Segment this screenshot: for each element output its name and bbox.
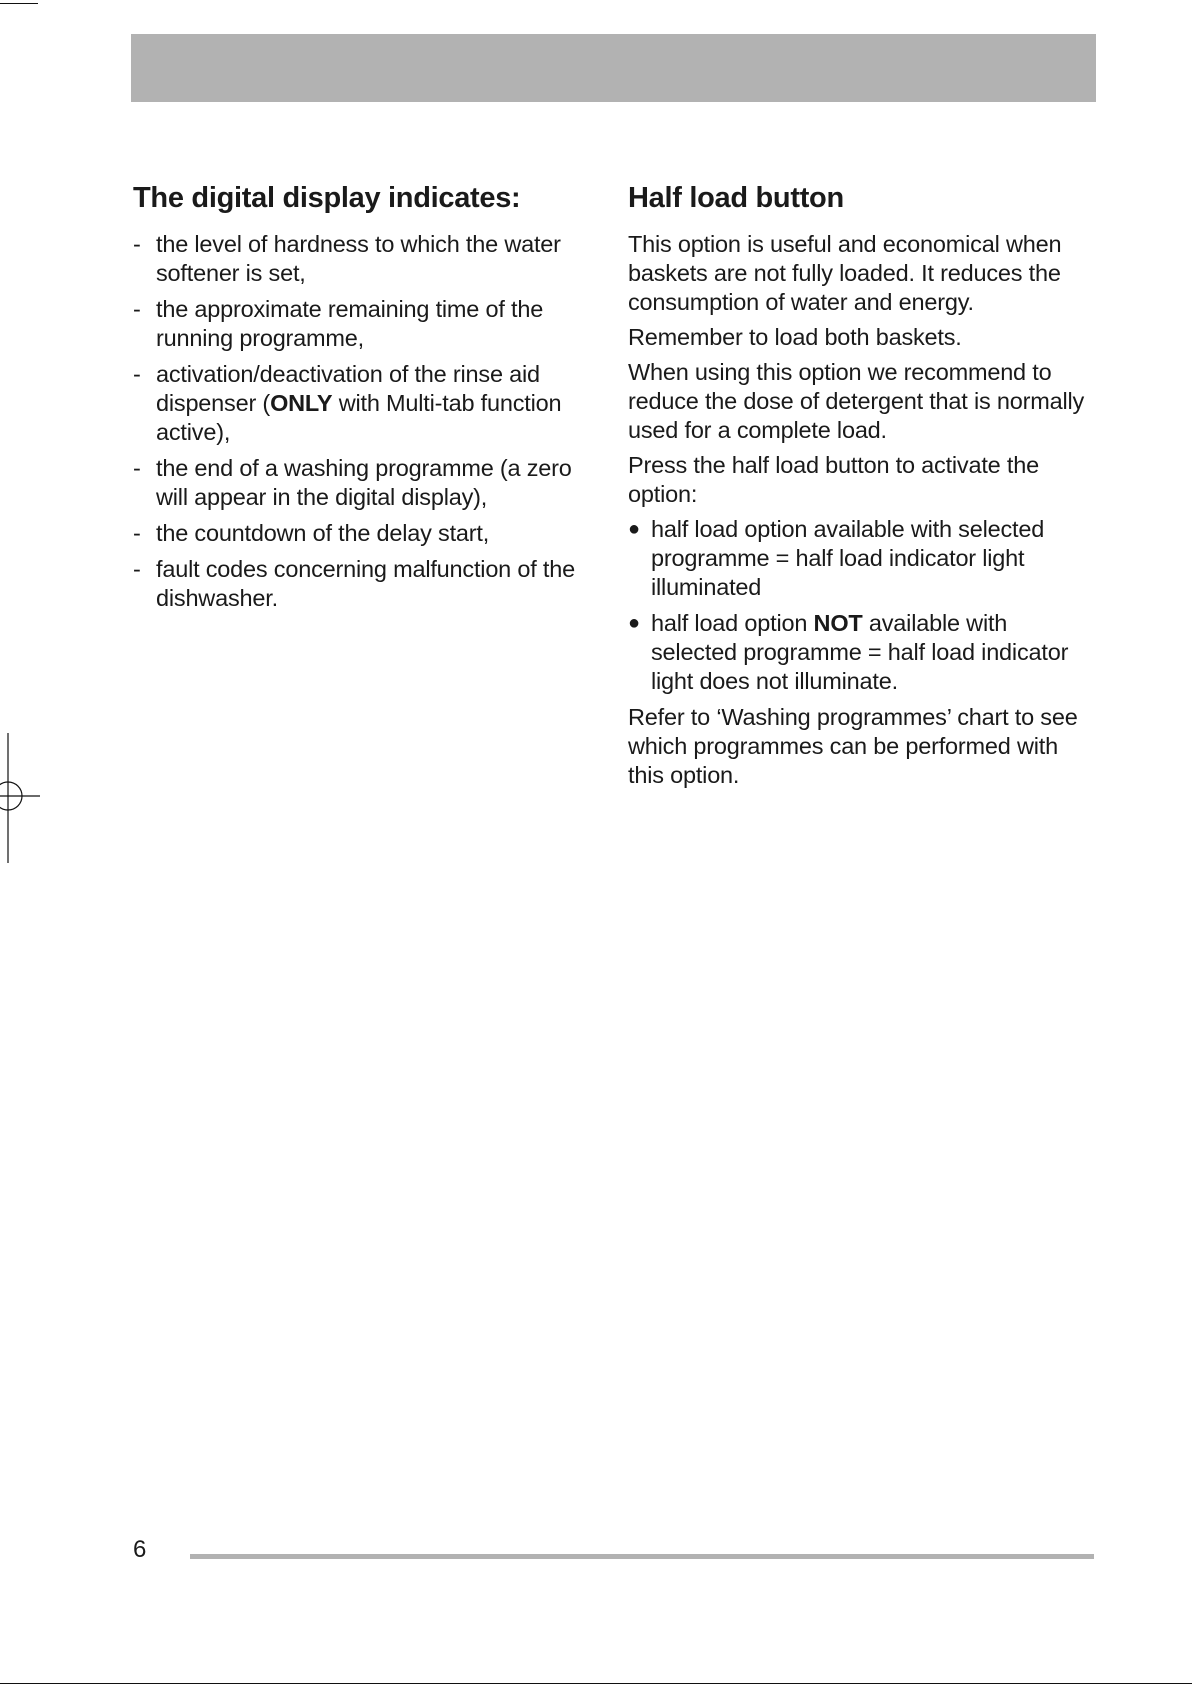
- registration-mark-icon: [0, 733, 40, 863]
- paragraph: When using this option we recommend to reduce the dose of detergent that is normally used for a complete load.: [628, 359, 1085, 443]
- crop-mark-bottom: [0, 1683, 1192, 1684]
- bullet-icon: ●: [628, 518, 640, 540]
- left-column: [133, 180, 603, 620]
- list-item: - fault codes concerning malfunction of the dishwasher.: [133, 556, 575, 611]
- list-item: ● half load option NOT available with selected programme = half load indicator light does not illuminate.: [628, 610, 1069, 694]
- paragraph: Remember to load both baskets.: [628, 324, 962, 350]
- list-item: - the end of a washing programme (a zero will appear in the digital display),: [133, 455, 572, 510]
- crop-mark-top-left: [0, 3, 38, 4]
- display-indications-list: [133, 230, 603, 613]
- list-item: - the level of hardness to which the water softener is set,: [133, 231, 561, 286]
- bullet-icon: ●: [628, 612, 640, 634]
- paragraph: This option is useful and economical when baskets are not fully loaded. It reduces the consumption of water and energy.: [628, 231, 1062, 315]
- right-column: [628, 180, 1098, 796]
- header-bar: [131, 34, 1096, 102]
- list-item: - the countdown of the delay start,: [133, 520, 490, 546]
- list-item: - the approximate remaining time of the running programme,: [133, 296, 544, 351]
- half-load-bullet-list: [628, 515, 1098, 696]
- page-number: 6: [133, 1536, 147, 1563]
- paragraph: Refer to ‘Washing programmes’ chart to see which programmes can be performed with this option.: [628, 704, 1078, 788]
- section-title-half-load: Half load button: [628, 182, 844, 214]
- footer-rule: [190, 1554, 1094, 1559]
- list-item: ● half load option available with selected programme = half load indicator light illuminated: [628, 516, 1045, 600]
- list-item: - activation/deactivation of the rinse aid dispenser (ONLY with Multi-tab function active),: [133, 361, 562, 445]
- paragraph: Press the half load button to activate the option:: [628, 452, 1039, 507]
- section-title-digital-display: The digital display indicates:: [133, 182, 521, 214]
